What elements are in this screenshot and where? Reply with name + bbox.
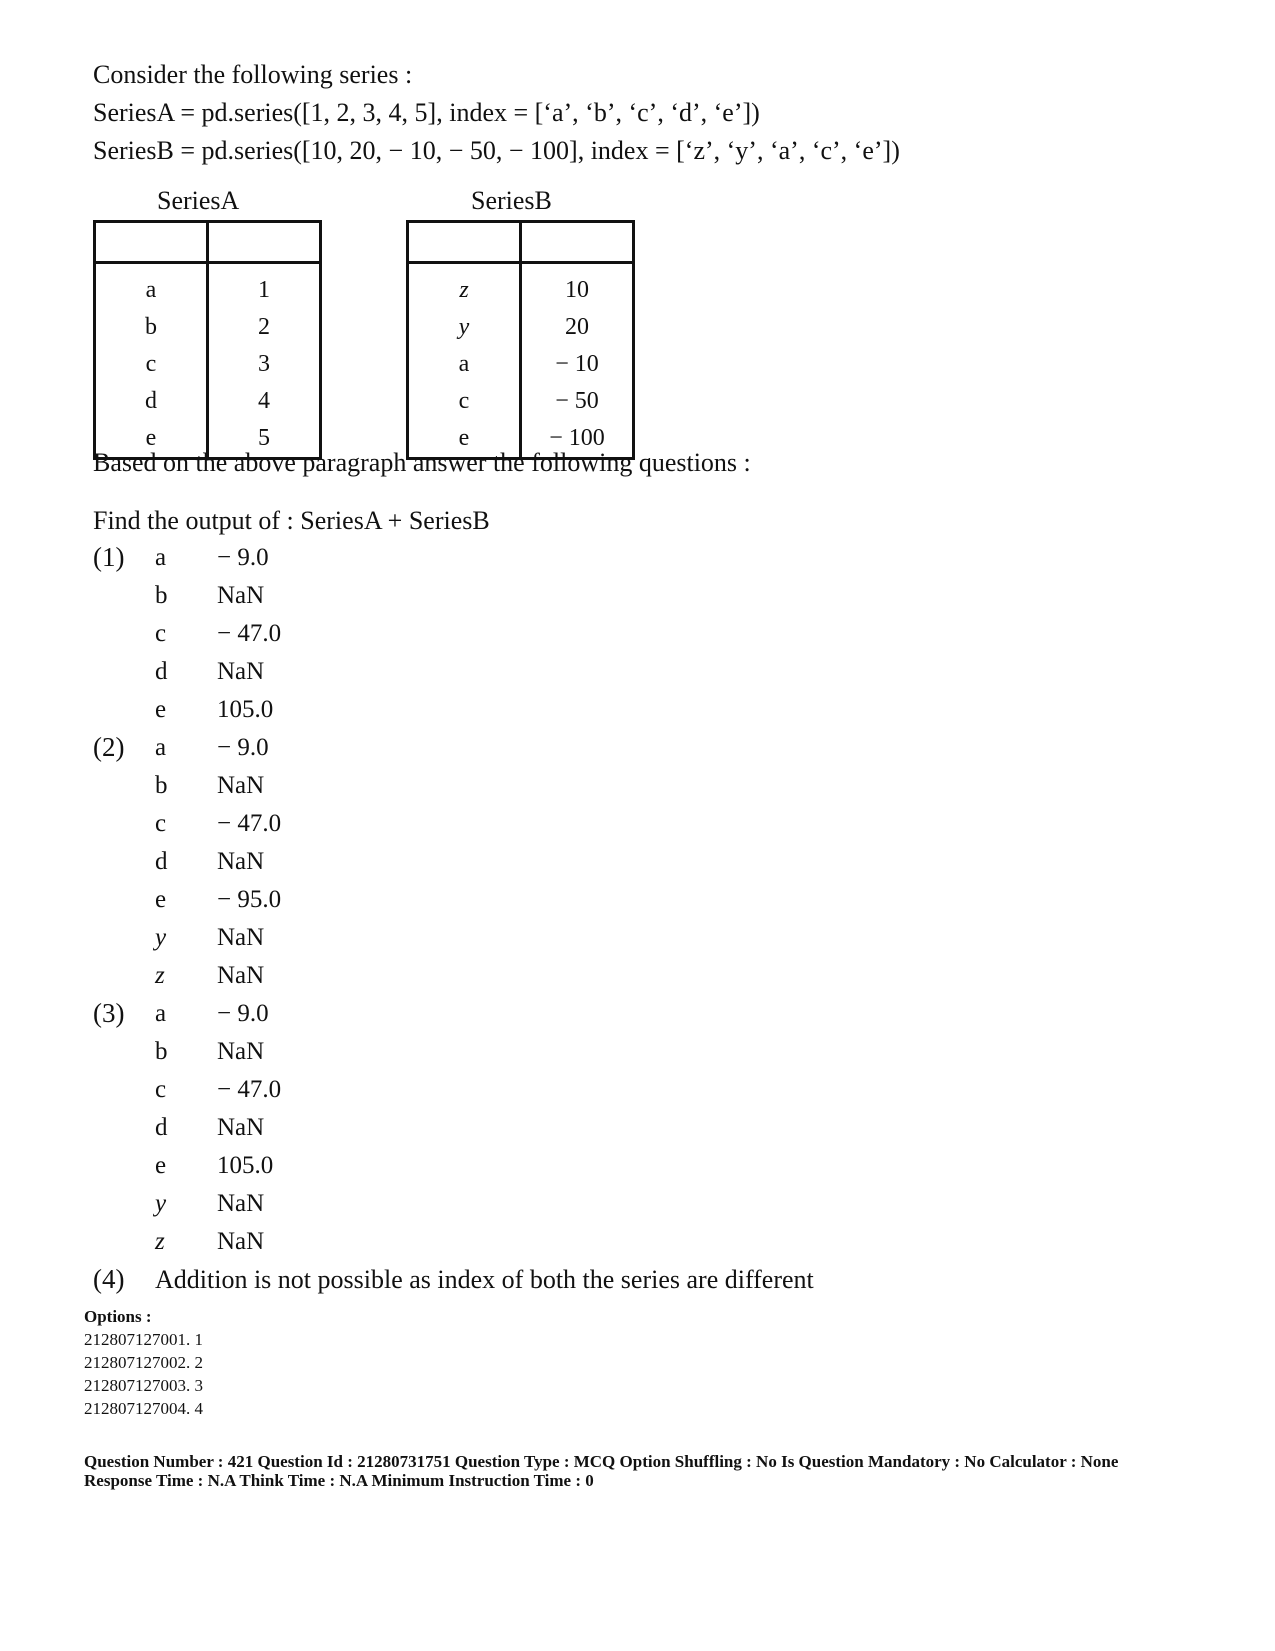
row-value: − 9.0 <box>217 734 269 761</box>
row-value: NaN <box>217 582 265 609</box>
row-value: NaN <box>217 962 265 989</box>
row-value: NaN <box>217 658 265 685</box>
row-value: − 9.0 <box>217 1000 269 1027</box>
row-value: − 9.0 <box>217 544 269 571</box>
row-value: NaN <box>217 924 265 951</box>
table-row <box>408 346 634 383</box>
row-key: d <box>155 848 168 875</box>
row-key: b <box>155 772 168 799</box>
series-a-title: SeriesA <box>157 186 240 215</box>
row-value: NaN <box>217 1038 265 1065</box>
row-key: b <box>155 1038 168 1065</box>
row-key: a <box>155 544 167 571</box>
table-row <box>95 309 321 346</box>
table-row <box>408 263 634 310</box>
series-b-title: SeriesB <box>471 186 552 215</box>
row-value: NaN <box>217 772 265 799</box>
table-cell-value: 2 <box>208 309 321 346</box>
option-id-1: 212807127001. 1 <box>84 1330 203 1349</box>
table-cell-value: 10 <box>521 263 634 310</box>
row-key: d <box>155 658 168 685</box>
table-cell-index: d <box>95 383 208 420</box>
row-value: NaN <box>217 1228 265 1255</box>
table-cell-index: c <box>95 346 208 383</box>
row-key: a <box>155 734 167 761</box>
row-value: NaN <box>217 1190 265 1217</box>
row-key: y <box>155 924 167 951</box>
table-cell-index: c <box>408 383 521 420</box>
row-key: e <box>155 1152 167 1179</box>
row-value: NaN <box>217 1114 265 1141</box>
row-key: c <box>155 810 167 837</box>
table-header-row <box>95 222 321 263</box>
row-key: z <box>155 1228 165 1255</box>
row-key: y <box>155 1190 167 1217</box>
paragraph-note: Based on the above paragraph answer the following questions : <box>93 448 751 477</box>
options-label: Options : <box>84 1307 152 1326</box>
series-b-table <box>406 220 635 460</box>
row-value: − 47.0 <box>217 810 282 837</box>
option-id-3: 212807127003. 3 <box>84 1376 203 1395</box>
table-cell-value: 1 <box>208 263 321 310</box>
row-key: d <box>155 1114 168 1141</box>
option-4-number: (4) <box>93 1264 125 1294</box>
row-key: b <box>155 582 168 609</box>
table-cell-index: e <box>95 420 208 459</box>
table-cell-index: y <box>408 309 521 346</box>
row-key: c <box>155 1076 167 1103</box>
option-3-number: (3) <box>93 998 125 1028</box>
row-key: a <box>155 1000 167 1027</box>
table-cell-value: 20 <box>521 309 634 346</box>
row-key: c <box>155 620 167 647</box>
table-cell-value: − 100 <box>521 420 634 459</box>
table-row <box>408 383 634 420</box>
table-row <box>95 346 321 383</box>
row-value: − 95.0 <box>217 886 282 913</box>
row-value: 105.0 <box>217 696 274 723</box>
row-value: 105.0 <box>217 1152 274 1179</box>
option-2-number: (2) <box>93 732 125 762</box>
series-a-definition: SeriesA = pd.series([1, 2, 3, 4, 5], index = [‘a’, ‘b’, ‘c’, ‘d’, ‘e’]) <box>93 98 760 127</box>
option-4-text: Addition is not possible as index of both the series are different <box>155 1265 814 1294</box>
row-key: z <box>155 962 165 989</box>
row-key: e <box>155 696 167 723</box>
table-cell-value: 5 <box>208 420 321 459</box>
table-cell-value: 4 <box>208 383 321 420</box>
row-key: e <box>155 886 167 913</box>
option-1-number: (1) <box>93 542 125 572</box>
row-value: − 47.0 <box>217 620 282 647</box>
table-row <box>95 263 321 310</box>
table-cell-value: − 50 <box>521 383 634 420</box>
table-header-row <box>408 222 634 263</box>
table-cell-index: a <box>95 263 208 310</box>
option-id-2: 212807127002. 2 <box>84 1353 203 1372</box>
series-b-definition: SeriesB = pd.series([10, 20, − 10, − 50, − 100], index = [‘z’, ‘y’, ‘a’, ‘c’, ‘e’]) <box>93 136 900 165</box>
question-meta-line-1: Question Number : 421 Question Id : 21280731751 Question Type : MCQ Option Shuffling : No Is Question Mandatory : No Calculator : None <box>84 1452 1119 1471</box>
row-value: NaN <box>217 848 265 875</box>
option-id-4: 212807127004. 4 <box>84 1399 203 1418</box>
table-row <box>408 309 634 346</box>
table-cell-index: b <box>95 309 208 346</box>
question-meta-line-2: Response Time : N.A Think Time : N.A Minimum Instruction Time : 0 <box>84 1471 594 1490</box>
intro-text: Consider the following series : <box>93 60 413 89</box>
table-cell-index: z <box>408 263 521 310</box>
row-value: − 47.0 <box>217 1076 282 1103</box>
table-cell-value: 3 <box>208 346 321 383</box>
question-text: Find the output of : SeriesA + SeriesB <box>93 506 490 535</box>
table-cell-index: a <box>408 346 521 383</box>
series-a-table <box>93 220 322 460</box>
table-cell-value: − 10 <box>521 346 634 383</box>
table-cell-index: e <box>408 420 521 459</box>
table-row <box>95 383 321 420</box>
